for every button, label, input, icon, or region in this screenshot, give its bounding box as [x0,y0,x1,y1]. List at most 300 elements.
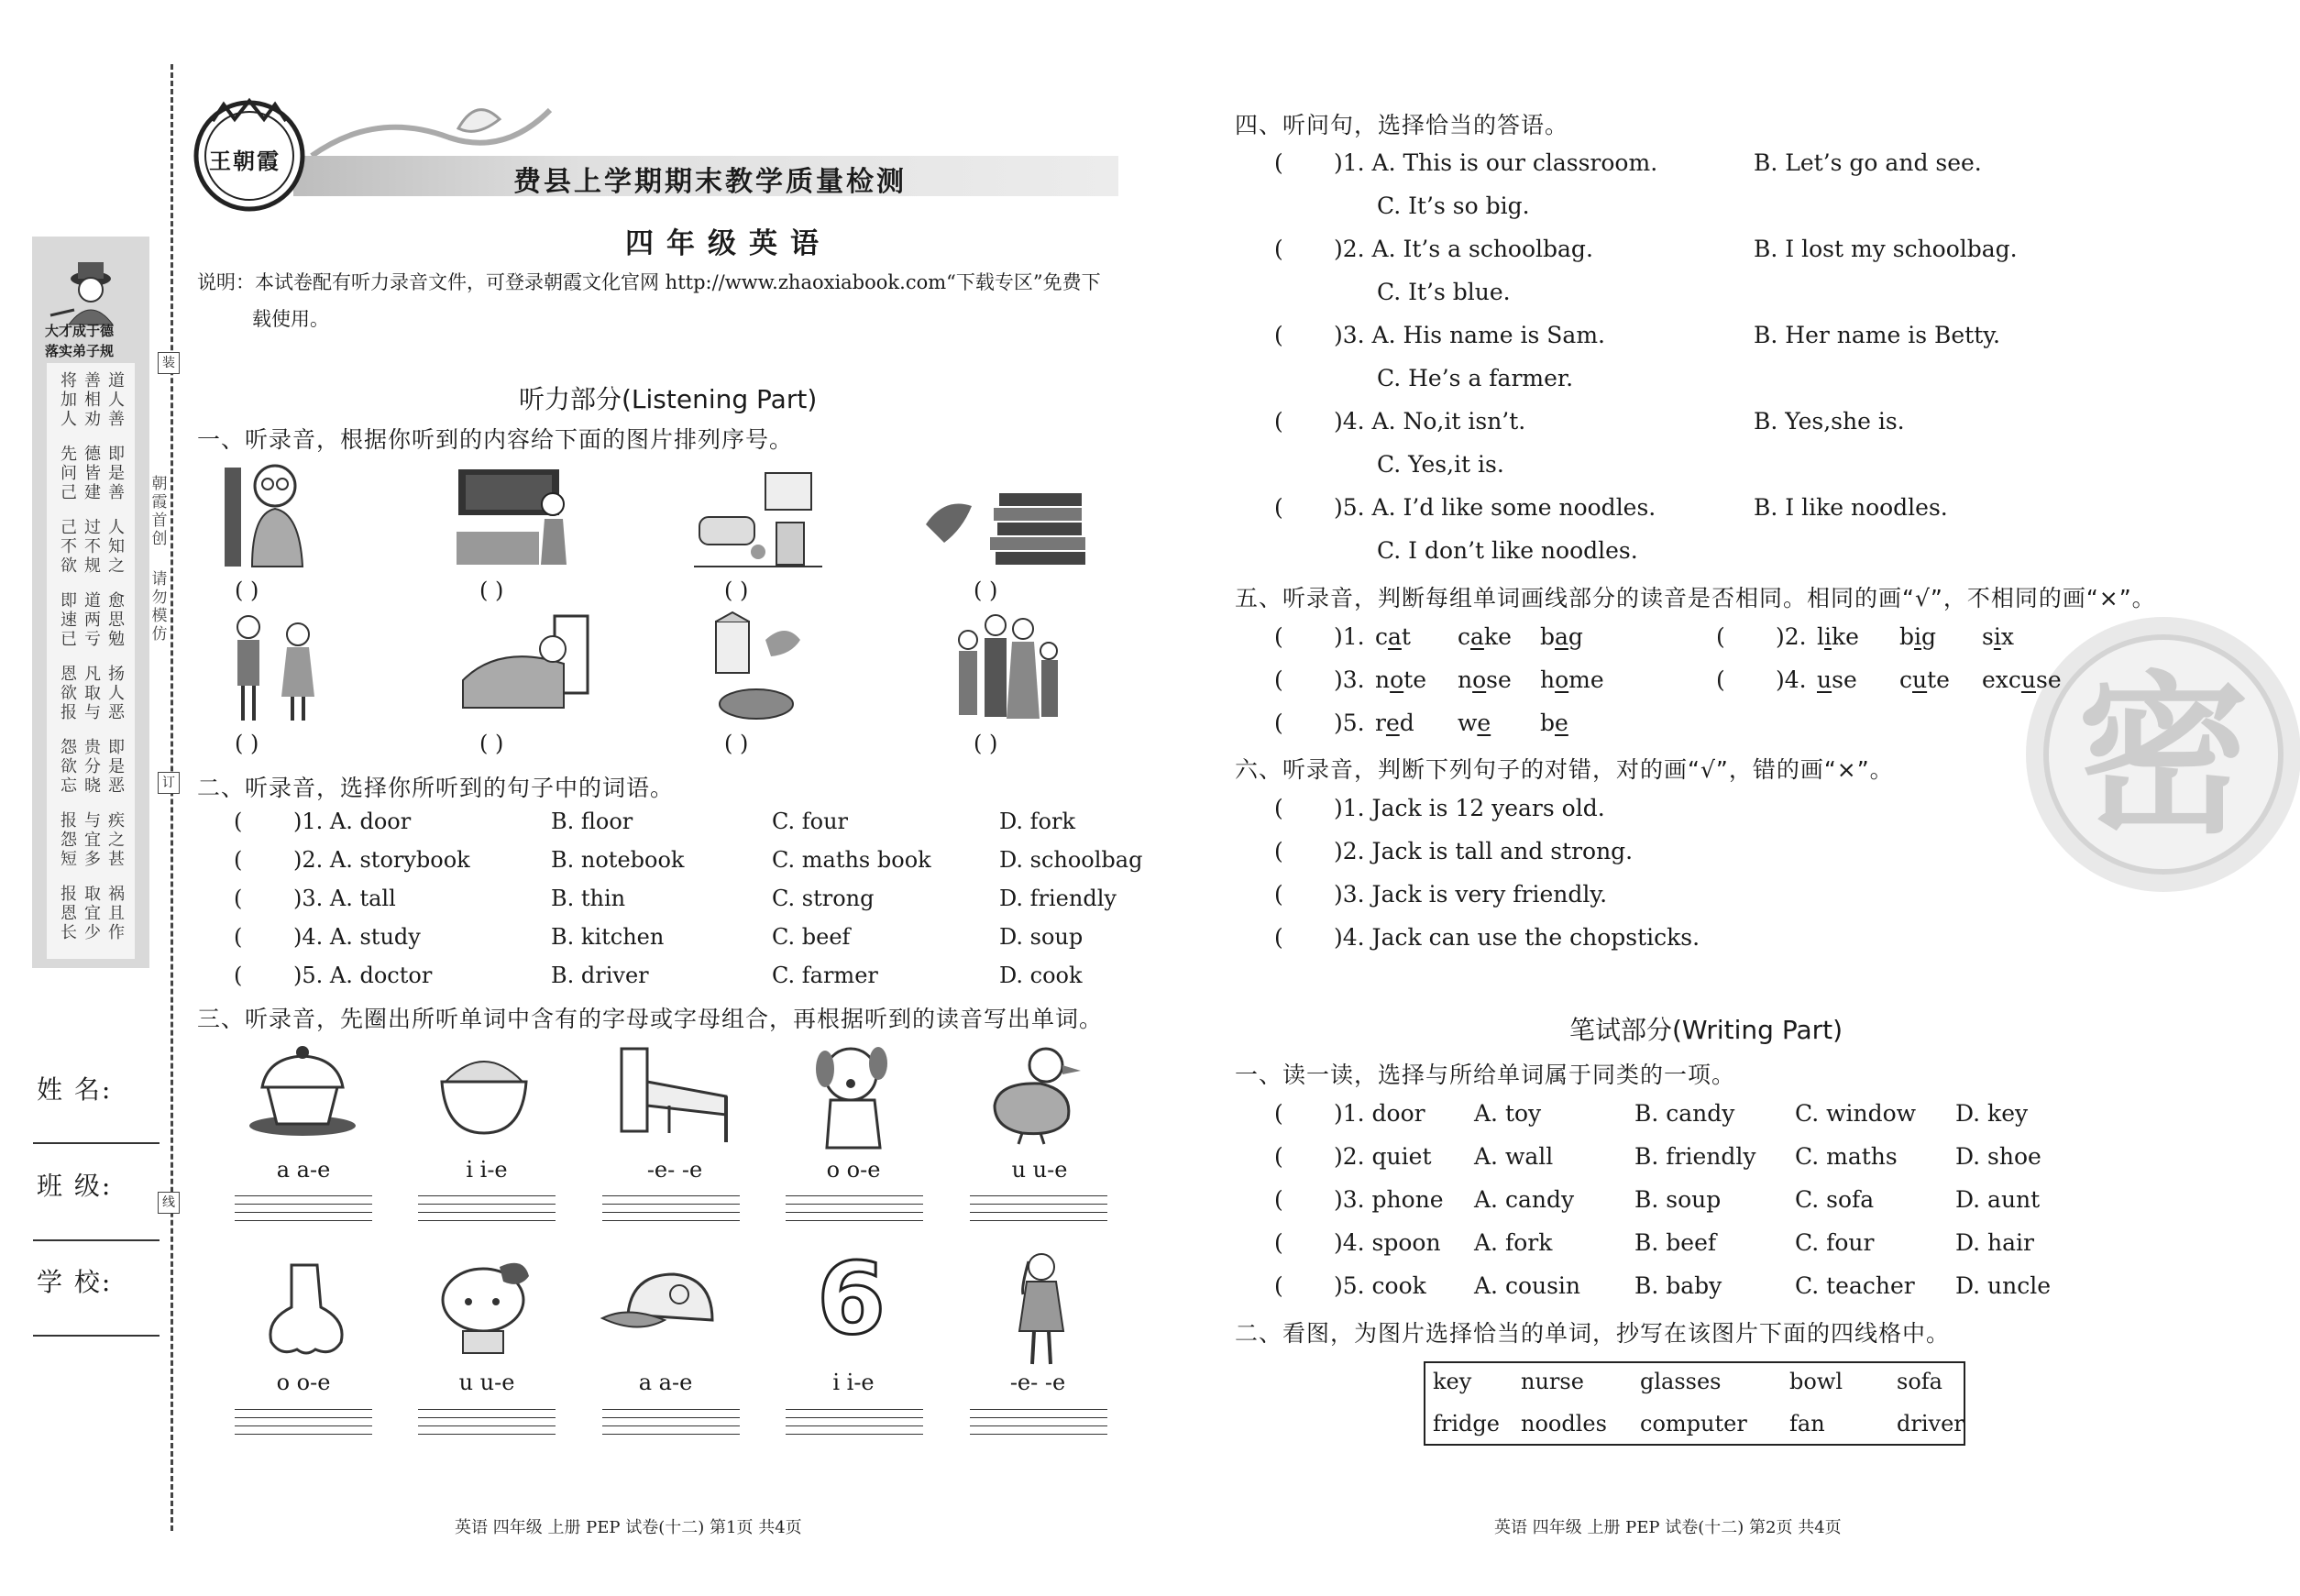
phonics-option[interactable]: i i-e [466,1157,508,1183]
underlined-letters: a [1388,623,1402,650]
maxim-character: 是 [108,757,125,776]
binding-line [171,64,173,1531]
phonics-word [1982,623,2014,650]
word-suffix: te [1927,666,1950,693]
logo-text: 王朝霞 [209,149,281,174]
maxim-character: 之 [108,556,125,576]
question-paren[interactable]: ( [1274,795,1283,821]
option-b: B. baby [1634,1272,1722,1299]
picture-man-reading [225,458,316,567]
maxim-character: 短 [61,850,77,869]
word-prefix: w [1458,710,1478,736]
answer-option-a: )4. A. No,it isn’t. [1334,408,1526,435]
question-stem: )5. A. doctor [293,963,433,988]
picture-cap [600,1269,720,1351]
question-stem: )3. phone [1334,1186,1444,1213]
question-paren[interactable]: ( [1274,1100,1283,1127]
true-false-statement: )3. Jack is very friendly. [1334,881,1608,908]
maxim-character: 欲 [61,684,77,703]
scholar-illustration [32,242,149,325]
option-a: A. wall [1474,1143,1554,1170]
word-prefix: r [1375,710,1386,736]
phonics-word [1817,666,1857,693]
maxim-character: 人 [108,684,125,703]
maxim-character: 取 [84,885,101,904]
picture-milk-bread [712,612,813,721]
word-bank-item: key [1433,1369,1472,1394]
question-number: )5. [1334,710,1365,736]
question-stem: )1. door [1334,1100,1425,1127]
maxim-character: 是 [108,464,125,483]
name-field[interactable] [33,1142,160,1144]
exam-note: 说明：本试卷配有听力录音文件，可登录朝霞文化官网 http://www.zhaoxiabook.com“下载专区”免费下 [197,271,1101,293]
question-number: )4. [1776,666,1807,693]
question-paren[interactable]: ( [1274,1272,1283,1299]
word-suffix: d [1399,710,1414,736]
secret-stamp [2021,612,2300,897]
answer-paren-1-7[interactable]: ( ) [724,731,749,756]
true-false-statement: )4. Jack can use the chopsticks. [1334,924,1700,951]
option-c: C. four [1795,1229,1875,1256]
maxim-character: 贵 [84,738,101,757]
maxim-character: 宜 [84,831,101,850]
question-stem: )2. A. storybook [293,847,470,873]
question-stem: )1. A. door [293,809,412,834]
maxim-character: 祸 [108,885,125,904]
question-stem: )3. A. tall [293,886,396,911]
answer-option-c: C. Yes,it is. [1377,451,1504,478]
question-paren[interactable]: ( [1274,408,1283,435]
word-suffix: ke [1483,623,1512,650]
maxim-character: 即 [61,591,77,611]
true-false-statement: )1. Jack is 12 years old. [1334,795,1605,821]
writing-s1-heading: 一、读一读，选择与所给单词属于同类的一项。 [1235,1062,1736,1088]
listening-s5-heading: 五、听录音，判断每组单词画线部分的读音是否相同。相同的画“√”，不相同的画“×”。 [1235,585,2156,611]
phonics-option[interactable]: a a-e [638,1370,693,1395]
maxim-character: 建 [84,483,101,502]
maxim-character: 愈 [108,591,125,611]
word-bank-item: noodles [1521,1411,1607,1436]
maxim-character: 恶 [108,703,125,722]
question-stem: )4. A. study [293,924,421,950]
underlined-letters: u [1912,666,1928,693]
question-paren[interactable]: ( [1716,666,1725,693]
listening-s1-heading: 一、听录音，根据你听到的内容给下面的图片排列序号。 [197,426,794,453]
phonics-word [1458,623,1512,650]
maxim-character: 人 [61,410,77,429]
listening-s3-heading: 三、听录音，先圈出所听单词中含有的字母或字母组合，再根据听到的读音写出单词。 [197,1006,1104,1032]
maxim-character: 作 [108,923,125,942]
question-paren[interactable]: ( [1274,1229,1283,1256]
underlined-letters: e [1477,710,1491,736]
question-paren[interactable]: ( [1274,494,1283,521]
phonics-word [1375,666,1426,693]
word-prefix: c [1375,623,1389,650]
phonics-option[interactable]: i i-e [832,1370,875,1395]
answer-paren-1-6[interactable]: ( ) [479,731,504,756]
word-suffix: te [1403,666,1427,693]
phonics-word [1982,666,2062,693]
exam-title: 费县上学期期末教学质量检测 [513,166,907,198]
motto-line-1: 大才成于德 [45,323,115,339]
question-paren[interactable]: ( [1274,838,1283,864]
question-paren[interactable]: ( [234,809,243,834]
option-b: B. candy [1634,1100,1735,1127]
phonics-option[interactable]: -e- -e [646,1157,703,1183]
listening-s2-heading: 二、听录音，选择你所听到的句子中的词语。 [197,775,675,801]
word-prefix: b [1540,710,1556,736]
maxim-character: 即 [108,445,125,464]
phonics-word [1458,666,1512,693]
answer-option-a: )2. A. It’s a schoolbag. [1334,236,1593,262]
phonics-option[interactable]: u u-e [1011,1157,1068,1183]
word-prefix: h [1540,666,1556,693]
name-label: 姓 名: [37,1074,113,1105]
picture-two-children [223,612,324,722]
maxim-character: 道 [84,591,101,611]
word-bank-item: driver [1897,1411,1964,1436]
option-a: A. candy [1474,1186,1575,1213]
maxim-character: 怨 [61,831,77,850]
four-line-grid[interactable] [418,1409,556,1442]
option-b: B. soup [1634,1186,1722,1213]
option-b: B. friendly [1634,1143,1756,1170]
stamp-character: 密 [2077,656,2250,857]
listening-s6-heading: 六、听录音，判断下列句子的对错，对的画“√”，错的画“×”。 [1235,756,1894,783]
maxim-character: 善 [108,483,125,502]
underlined-letters: e [1385,710,1400,736]
underlined-letters: a [1470,623,1484,650]
maxim-character: 扬 [108,665,125,684]
word-bank-item: fan [1789,1411,1825,1436]
maxim-character: 少 [84,923,101,942]
maxim-character: 过 [84,518,101,537]
maxim-character: 两 [84,611,101,630]
phonics-option[interactable]: a a-e [276,1157,331,1183]
maxim-character: 恩 [61,665,77,684]
maxim-character: 人 [108,518,125,537]
answer-option-c: C. It’s blue. [1377,279,1511,305]
maxim-character: 人 [108,391,125,410]
maxim-character: 道 [108,371,125,391]
phonics-option[interactable]: o o-e [826,1157,881,1183]
question-stem: )5. cook [1334,1272,1426,1299]
maxim-character: 多 [84,850,101,869]
word-prefix: b [1540,623,1556,650]
phonics-option[interactable]: u u-e [458,1370,515,1395]
question-paren[interactable]: ( [1274,710,1283,736]
answer-paren-1-1[interactable]: ( ) [235,578,259,603]
underlined-letters: a [1555,623,1568,650]
four-line-grid[interactable] [970,1195,1107,1228]
maxim-character: 即 [108,738,125,757]
phonics-word [1899,666,1950,693]
maxim-character: 恩 [61,904,77,923]
question-paren[interactable]: ( [1274,666,1283,693]
option-c: C. beef [772,924,851,950]
option-b: B. floor [551,809,633,834]
answer-option-b: B. Let’s go and see. [1754,149,1982,176]
phonics-word [1540,710,1568,736]
phonics-word [1375,710,1414,736]
answer-paren-1-2[interactable]: ( ) [479,578,504,603]
answer-option-b: B. I lost my schoolbag. [1754,236,2018,262]
picture-family [952,612,1062,722]
maxim-character: 问 [61,464,77,483]
motto-panel [32,237,149,968]
answer-option-b: B. Her name is Betty. [1754,322,2000,348]
maxim-character: 善 [108,410,125,429]
word-suffix: me [1568,666,1604,693]
question-paren[interactable]: ( [234,963,243,988]
answer-option-a: )5. A. I’d like some noodles. [1334,494,1656,521]
question-paren[interactable]: ( [234,886,243,911]
four-line-grid[interactable] [786,1195,923,1228]
listening-s4-heading: 四、听问句，选择恰当的答语。 [1235,112,1569,138]
word-prefix: c [1458,623,1471,650]
maxim-character: 报 [61,885,77,904]
word-prefix: c [1899,666,1913,693]
option-d: D. cook [999,963,1083,988]
picture-girl [1005,1250,1078,1368]
underlined-letters: e [1555,710,1568,736]
answer-option-c: C. He’s a farmer. [1377,365,1574,391]
option-b: B. beef [1634,1229,1717,1256]
maxim-character: 宜 [84,904,101,923]
footer-page-2: 英语 四年级 上册 PEP 试卷(十二) 第2页 共4页 [1494,1518,1842,1537]
option-d: D. friendly [999,886,1117,911]
writing-part-title: 笔试部分(Writing Part) [1569,1015,1843,1045]
question-paren[interactable]: ( [1274,236,1283,262]
option-b: B. notebook [551,847,685,873]
picture-hello-kitty [435,1254,536,1355]
question-paren[interactable]: ( [1274,1143,1283,1170]
maxim-character: 不 [61,537,77,556]
underlined-letters: o [1390,666,1404,693]
maxim-character: 之 [108,831,125,850]
word-suffix: se [2036,666,2062,693]
maxim-character: 疾 [108,811,125,831]
word-prefix: l [1817,623,1824,650]
school-field[interactable] [33,1335,160,1337]
option-b: B. kitchen [551,924,665,950]
listening-part-title: 听力部分(Listening Part) [519,384,818,414]
word-prefix: b [1899,623,1915,650]
question-number: )1. [1334,623,1365,650]
four-line-grid[interactable] [235,1409,372,1442]
option-d: D. hair [1955,1229,2034,1256]
maxim-character: 将 [61,371,77,391]
class-label: 班 级: [37,1171,113,1201]
picture-sick-in-bed [463,616,591,717]
maxim-character: 与 [84,703,101,722]
underlined-letters: o [1555,666,1569,693]
word-prefix: n [1458,666,1473,693]
maxim-character: 规 [84,556,101,576]
vertical-note-no-copy: 请勿模仿 [151,570,168,644]
footer-page-1: 英语 四年级 上册 PEP 试卷(十二) 第1页 共4页 [455,1518,802,1537]
maxim-character: 长 [61,923,77,942]
maxim-character: 劝 [84,410,101,429]
picture-classroom-teacher [457,468,576,567]
option-c: C. maths book [772,847,931,873]
maxim-character: 速 [61,611,77,630]
word-suffix: t [1401,623,1411,650]
cut-mark-zhuang: 装 [158,352,180,374]
maxim-character: 勉 [108,630,125,649]
phonics-word [1817,623,1859,650]
word-bank-item: glasses [1640,1369,1722,1394]
answer-paren-1-3[interactable]: ( ) [724,578,749,603]
maxim-character: 善 [84,371,101,391]
word-prefix: n [1375,666,1391,693]
word-suffix: g [1921,623,1937,650]
class-field[interactable] [33,1239,160,1241]
exam-subtitle: 四年级英语 [625,227,831,260]
question-stem: )2. quiet [1334,1143,1432,1170]
cut-mark-ding: 订 [158,772,180,794]
answer-option-b: B. I like noodles. [1754,494,1948,521]
maxim-character: 凡 [84,665,101,684]
option-c: C. four [772,809,849,834]
maxim-character: 知 [108,537,125,556]
maxim-character: 报 [61,811,77,831]
maxim-character: 报 [61,703,77,722]
answer-paren-1-5[interactable]: ( ) [235,731,259,756]
vertical-note-original: 朝霞首创 [151,475,168,548]
maxim-character: 不 [84,537,101,556]
word-bank-item: fridge [1433,1411,1500,1436]
option-c: C. sofa [1795,1186,1875,1213]
exam-note-continued: 载使用。 [252,308,329,330]
phonics-word [1458,710,1491,736]
phonics-word [1899,623,1936,650]
maxim-character: 且 [108,904,125,923]
maxim-character: 己 [61,518,77,537]
maxims-block [47,363,135,959]
picture-stack-of-books [926,488,1091,570]
underlined-letters: i [1824,623,1832,650]
option-d: D. uncle [1955,1272,2052,1299]
option-a: A. toy [1474,1100,1542,1127]
school-label: 学 校: [37,1267,113,1297]
question-paren[interactable]: ( [1274,924,1283,951]
option-c: C. farmer [772,963,878,988]
maxim-character: 德 [84,445,101,464]
maxim-character: 皆 [84,464,101,483]
maxim-character: 先 [61,445,77,464]
question-paren[interactable]: ( [1716,623,1725,650]
maxim-character: 欲 [61,556,77,576]
picture-bed [616,1045,735,1146]
answer-paren-1-4[interactable]: ( ) [974,578,998,603]
option-d: D. soup [999,924,1084,950]
maxim-character: 加 [61,391,77,410]
answer-option-c: C. It’s so big. [1377,193,1530,219]
picture-duck [985,1045,1086,1146]
phonics-option[interactable]: o o-e [276,1370,331,1395]
question-number: )3. [1334,666,1365,693]
word-suffix: se [1486,666,1512,693]
maxim-character: 恶 [108,776,125,796]
word-suffix: g [1568,623,1583,650]
maxim-character: 晓 [84,776,101,796]
maxim-character: 相 [84,391,101,410]
option-a: A. cousin [1474,1272,1581,1299]
question-paren[interactable]: ( [234,924,243,950]
option-d: D. shoe [1955,1143,2041,1170]
question-number: )2. [1776,623,1807,650]
digit-six: 6 [817,1242,886,1357]
maxim-character: 思 [108,611,125,630]
question-stem: )4. spoon [1334,1229,1441,1256]
option-b: B. driver [551,963,649,988]
option-d: D. key [1955,1100,2029,1127]
maxim-character: 取 [84,684,101,703]
maxim-character: 与 [84,811,101,831]
option-d: D. aunt [1955,1186,2041,1213]
writing-s2-heading: 二、看图，为图片选择恰当的单词，抄写在该图片下面的四线格中。 [1235,1320,1951,1347]
option-b: B. thin [551,886,626,911]
maxim-character: 欲 [61,757,77,776]
word-suffix: ke [1832,623,1859,650]
underlined-letters: i [1993,623,2001,650]
motto-line-2: 落实弟子规 [45,343,115,359]
question-paren[interactable]: ( [234,847,243,873]
phonics-word [1540,666,1604,693]
phonics-word [1540,623,1583,650]
four-line-grid[interactable] [602,1195,740,1228]
answer-paren-1-8[interactable]: ( ) [974,731,998,756]
picture-rice-bowl [438,1045,530,1137]
option-c: C. window [1795,1100,1917,1127]
underlined-letters: o [1472,666,1487,693]
four-line-grid[interactable] [970,1409,1107,1442]
maxim-character: 怨 [61,738,77,757]
option-c: C. teacher [1795,1272,1915,1299]
phonics-option[interactable]: -e- -e [1009,1370,1066,1395]
word-bank-item: computer [1640,1411,1747,1436]
answer-option-a: )3. A. His name is Sam. [1334,322,1605,348]
picture-nose [260,1261,352,1362]
question-paren[interactable]: ( [1274,1186,1283,1213]
four-line-grid[interactable] [786,1409,923,1442]
four-line-grid[interactable] [418,1195,556,1228]
question-paren[interactable]: ( [1274,149,1283,176]
four-line-grid[interactable] [235,1195,372,1228]
phonics-word [1375,623,1411,650]
option-a: A. fork [1474,1229,1553,1256]
word-suffix: se [1832,666,1857,693]
four-line-grid[interactable] [602,1409,740,1442]
maxim-character: 甚 [108,850,125,869]
question-paren[interactable]: ( [1274,623,1283,650]
maxim-character: 己 [61,483,77,502]
word-bank-item: bowl [1789,1369,1843,1394]
option-d: D. schoolbag [999,847,1143,873]
underlined-letters: i [1914,623,1922,650]
question-paren[interactable]: ( [1274,322,1283,348]
maxim-character: 忘 [61,776,77,796]
answer-option-a: )1. A. This is our classroom. [1334,149,1658,176]
maxim-character: 亏 [84,630,101,649]
question-paren[interactable]: ( [1274,881,1283,908]
word-suffix: x [2000,623,2014,650]
word-bank-item: nurse [1521,1369,1584,1394]
word-bank-item: sofa [1897,1369,1942,1394]
picture-bathroom [694,469,822,568]
word-prefix: s [1982,623,1994,650]
